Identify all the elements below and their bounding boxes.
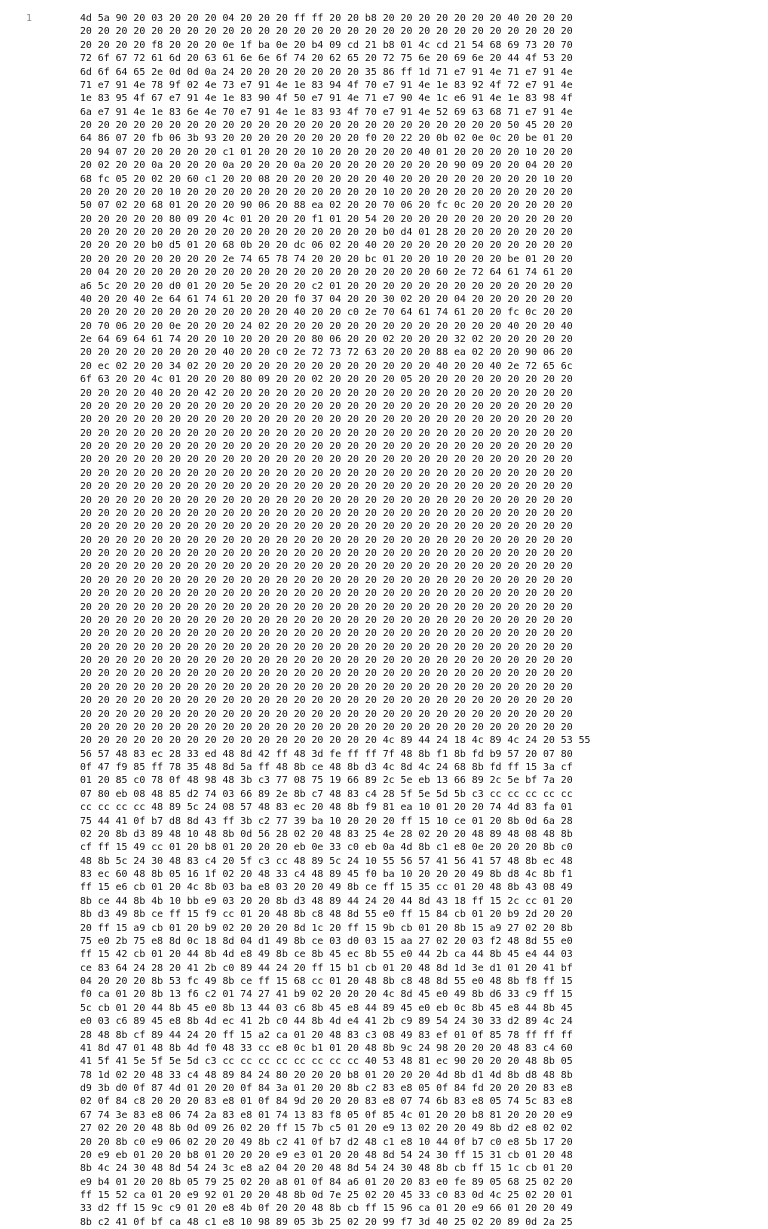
hex-text-area[interactable] — [80, 12, 760, 1228]
hex-line: ce 83 64 24 28 20 41 2b c0 89 44 24 20 ff 15 b1 cb 01 20 48 8d 1d 3e d1 01 20 41 bf — [80, 962, 573, 974]
hex-line: 41 8d 47 01 48 8b 4d f0 48 33 cc e8 0c b1 01 20 48 8b 9c 24 98 20 20 20 48 83 c4 60 — [80, 1042, 573, 1054]
hex-line: 20 20 20 20 20 20 20 20 20 20 20 20 20 20 20 20 20 20 20 20 20 20 20 20 20 20 20 20 — [80, 548, 573, 559]
hex-line: 75 e0 2b 75 e8 8d 0c 18 8d 04 d1 49 8b ce 03 d0 03 15 aa 27 02 20 03 f2 48 8d 55 e0 — [80, 935, 573, 947]
hex-line: 20 20 20 20 20 20 20 20 20 20 20 20 20 20 20 20 20 20 20 20 20 20 20 20 20 20 20 20 — [80, 588, 573, 600]
hex-line: 20 20 20 20 20 20 20 20 20 20 20 20 20 20 20 20 20 20 20 20 20 20 20 20 20 20 20 20 — [80, 721, 573, 733]
hex-line: e0 03 c6 89 45 e8 8b 4d ec 41 2b c0 44 8b 4d e4 41 2b c9 89 54 24 30 33 d2 89 4c 24 — [80, 1016, 573, 1028]
hex-line: 27 02 20 20 48 8b 0d 09 26 02 20 ff 15 7b c5 01 20 e9 13 02 20 20 49 8b d2 e8 02 02 — [80, 1123, 573, 1135]
hex-line: 40 20 20 40 2e 64 61 74 61 20 20 20 f0 37 04 20 20 30 02 20 20 04 20 20 20 20 20 20 — [80, 293, 573, 305]
hex-line: 20 ec 02 20 20 34 02 20 20 20 20 20 20 20 20 20 20 20 20 20 40 20 20 40 2e 72 65 6c — [80, 360, 573, 372]
hex-line: 20 20 20 20 20 20 20 20 20 20 20 20 20 20 20 20 20 20 20 20 20 20 20 20 20 20 20 20 — [80, 614, 573, 626]
hex-line: 20 20 20 20 20 20 20 20 20 20 20 20 20 20 20 20 20 20 20 20 20 20 20 20 20 20 20 20 — [80, 507, 573, 519]
hex-line: 68 fc 05 20 02 20 60 c1 20 20 08 20 20 20 20 20 20 40 20 20 20 20 20 20 20 20 10 20 — [80, 173, 573, 185]
hex-line: 20 20 20 20 20 20 20 20 20 20 20 20 20 20 20 20 20 4c 89 44 24 18 4c 89 4c 24 20 53 55 — [80, 735, 591, 747]
hex-line: ff 15 52 ca 01 20 e9 92 01 20 20 48 8b 0d 7e 25 02 20 45 33 c0 83 0d 4c 25 02 20 01 — [80, 1190, 573, 1201]
hex-line: 56 57 48 83 ec 28 33 ed 48 8d 42 ff 48 3d fe ff ff 7f 48 8b f1 8b fd b9 57 20 07 80 — [80, 748, 573, 760]
hex-line: 8b d3 49 8b ce ff 15 f9 cc 01 20 48 8b c8 48 8d 55 e0 ff 15 84 cb 01 20 b9 2d 20 20 — [80, 909, 573, 921]
hex-line: 28 48 8b cf 89 44 24 20 ff 15 a2 ca 01 20 48 83 c3 08 49 83 ef 01 0f 85 78 ff ff ff — [80, 1029, 573, 1041]
hex-line: a6 5c 20 20 20 d0 01 20 20 5e 20 20 20 c2 01 20 20 20 20 20 20 20 20 20 20 20 20 20 — [80, 280, 573, 292]
hex-line: 20 20 20 20 b0 d5 01 20 68 0b 20 20 dc 06 02 20 40 20 20 20 20 20 20 20 20 20 20 20 — [80, 240, 573, 252]
hex-line: 6d 6f 64 65 2e 0d 0d 0a 24 20 20 20 20 20 20 20 35 86 ff 1d 71 e7 91 4e 71 e7 91 4e — [80, 66, 573, 78]
line-gutter — [0, 0, 70, 1024]
hex-line: 50 07 02 20 68 01 20 20 20 90 06 20 88 ea 02 20 20 70 06 20 fc 0c 20 20 20 20 20 20 — [80, 200, 573, 212]
hex-line: cc cc cc cc 48 89 5c 24 08 57 48 83 ec 20 48 8b f9 81 ea 10 01 20 20 74 4d 83 fa 01 — [80, 802, 573, 814]
hex-line: 20 02 20 20 0a 20 20 20 0a 20 20 20 0a 20 20 20 20 20 20 20 20 90 09 20 20 04 20 20 — [80, 160, 573, 172]
hex-line: 20 20 20 20 20 20 20 20 20 20 20 20 20 20 20 20 20 20 20 20 20 20 20 20 20 20 20 20 — [80, 467, 573, 479]
hex-line: 8b 4c 24 30 48 8d 54 24 3c e8 a2 04 20 20 48 8d 54 24 30 48 8b cb ff 15 1c cb 01 20 — [80, 1163, 573, 1175]
hex-line: d9 3b d0 0f 87 4d 01 20 20 0f 84 3a 01 20 20 8b c2 83 e8 05 0f 84 fd 20 20 20 83 e8 — [80, 1083, 573, 1094]
hex-line: 0f 47 f9 85 ff 78 35 48 8d 5a ff 48 8b ce 48 8b d3 4c 8d 4c 24 68 8b fd ff 15 3a cf — [80, 762, 573, 773]
hex-line: 20 20 20 20 20 20 20 20 20 20 20 20 20 20 20 20 20 20 20 20 20 20 20 20 20 20 20 20 — [80, 441, 573, 452]
hex-line: 04 20 20 20 8b 53 fc 49 8b ce ff 15 68 cc 01 20 48 8b c8 48 8d 55 e0 48 8b f8 ff 15 — [80, 976, 573, 987]
hex-line: 48 8b 5c 24 30 48 83 c4 20 5f c3 cc 48 89 5c 24 10 55 56 57 41 56 41 57 48 8b ec 48 — [80, 855, 573, 867]
hex-line: 20 20 20 20 20 20 20 20 20 20 20 20 20 20 20 20 20 20 20 20 20 20 20 20 20 20 20 20 — [80, 668, 573, 680]
hex-line: 20 20 20 20 20 20 20 20 20 20 20 20 20 20 20 20 20 20 20 20 20 20 20 20 20 20 20 20 — [80, 655, 573, 666]
hex-line: 20 20 20 20 20 20 20 20 20 20 20 20 20 20 20 20 20 20 20 20 20 20 20 20 20 20 20 20 — [80, 521, 573, 533]
hex-line: 02 0f 84 c8 20 20 20 83 e8 01 0f 84 9d 20 20 20 83 e8 07 74 6b 83 e8 05 74 5c 83 e8 — [80, 1096, 573, 1108]
hex-line: 4d 5a 90 20 03 20 20 20 04 20 20 20 ff ff 20 20 b8 20 20 20 20 20 20 20 40 20 20 20 — [80, 13, 573, 24]
hex-line: 41 5f 41 5e 5f 5e 5d c3 cc cc cc cc cc cc cc cc 40 53 48 81 ec 90 20 20 20 48 8b 05 — [80, 1056, 573, 1068]
hex-line: 20 20 20 20 20 20 20 20 2e 74 65 78 74 20 20 20 bc 01 20 20 10 20 20 20 be 01 20 20 — [80, 253, 573, 265]
hex-line: 20 ff 15 a9 cb 01 20 b9 02 20 20 20 8d 1c 20 ff 15 9b cb 01 20 8b 15 a9 27 02 20 8b — [80, 922, 573, 934]
hex-line: 20 20 20 20 20 10 20 20 20 20 20 20 20 20 20 20 20 10 20 20 20 20 20 20 20 20 20 20 — [80, 186, 573, 198]
hex-line: ff 15 e6 cb 01 20 4c 8b 03 ba e8 03 20 20 49 8b ce ff 15 35 cc 01 20 48 8b 43 08 49 — [80, 882, 573, 894]
hex-line: 20 20 20 20 20 20 20 20 20 20 20 20 20 20 20 20 20 20 20 20 20 20 20 20 20 20 20 20 — [80, 628, 573, 640]
hex-line: 20 20 20 20 20 20 20 20 20 20 20 20 20 20 20 20 20 20 20 20 20 20 20 20 20 20 20 20 — [80, 481, 573, 493]
hex-line: 33 d2 ff 15 9c c9 01 20 e8 4b 0f 20 20 48 8b cb ff 15 96 ca 01 20 e9 66 01 20 20 49 — [80, 1203, 573, 1215]
hex-line: 20 20 20 20 20 20 20 20 20 20 20 20 20 20 20 20 20 b0 d4 01 28 20 20 20 20 20 20 20 — [80, 227, 573, 238]
hex-line: 5c cb 01 20 44 8b 45 e0 8b 13 44 03 c6 8b 45 e8 44 89 45 e0 eb 0c 8b 45 e8 44 8b 45 — [80, 1002, 573, 1014]
hex-line: 20 94 07 20 20 20 20 20 c1 01 20 20 20 10 20 20 20 20 20 40 01 20 20 20 20 10 20 20 — [80, 146, 573, 158]
hex-line: 20 20 20 20 20 20 20 20 20 20 20 20 20 20 20 20 20 20 20 20 20 20 20 20 20 20 20 20 — [80, 641, 573, 653]
hex-line: 1e 83 95 4f 67 e7 91 4e 1e 83 90 4f 50 e7 91 4e 71 e7 90 4e 1c e6 91 4e 1e 83 98 4f — [80, 93, 573, 105]
hex-line: 67 74 3e 83 e8 06 74 2a 83 e8 01 74 13 83 f8 05 0f 85 4c 01 20 20 b8 81 20 20 20 e9 — [80, 1109, 573, 1121]
hex-line: 72 6f 67 72 61 6d 20 63 61 6e 6e 6f 74 20 62 65 20 72 75 6e 20 69 6e 20 44 4f 53 20 — [80, 53, 573, 65]
hex-line: 20 20 20 20 20 20 20 20 20 20 20 20 20 20 20 20 20 20 20 20 20 20 20 20 50 45 20 20 — [80, 120, 573, 131]
hex-line: 20 20 20 20 20 20 20 20 20 20 20 20 20 20 20 20 20 20 20 20 20 20 20 20 20 20 20 20 — [80, 561, 573, 573]
hex-line: 20 20 20 20 20 20 20 20 20 20 20 20 20 20 20 20 20 20 20 20 20 20 20 20 20 20 20 20 — [80, 400, 573, 412]
hex-line: 20 20 20 20 20 20 20 20 20 20 20 20 20 20 20 20 20 20 20 20 20 20 20 20 20 20 20 20 — [80, 454, 573, 466]
hex-line: 2e 64 69 64 61 74 20 20 10 20 20 20 20 80 06 20 20 02 20 20 20 32 02 20 20 20 20 20 — [80, 334, 573, 345]
hex-line: 20 20 8b c0 e9 06 02 20 20 49 8b c2 41 0f b7 d2 48 c1 e8 10 44 0f b7 c0 e8 5b 17 20 — [80, 1136, 573, 1148]
hex-line: 6a e7 91 4e 1e 83 6e 4e 70 e7 91 4e 1e 83 93 4f 70 e7 91 4e 52 69 63 68 71 e7 91 4e — [80, 106, 573, 118]
hex-line: 20 04 20 20 20 20 20 20 20 20 20 20 20 20 20 20 20 20 20 20 60 2e 72 64 61 74 61 20 — [80, 267, 573, 279]
hex-line: 20 20 20 20 20 20 20 20 20 20 20 20 20 20 20 20 20 20 20 20 20 20 20 20 20 20 20 20 — [80, 414, 573, 426]
hex-line: 8b ce 44 8b 4b 10 bb e9 03 20 20 8b d3 48 89 44 24 20 44 8d 43 18 ff 15 2c cc 01 20 — [80, 895, 573, 907]
hex-line: 20 20 20 20 f8 20 20 20 0e 1f ba 0e 20 b4 09 cd 21 b8 01 4c cd 21 54 68 69 73 20 70 — [80, 39, 573, 51]
hex-line: 20 20 20 20 20 20 20 20 20 20 20 20 20 20 20 20 20 20 20 20 20 20 20 20 20 20 20 20 — [80, 695, 573, 707]
hex-line: 8b c2 41 0f bf ca 48 c1 e8 10 98 89 05 3b 25 02 20 99 f7 3d 40 25 02 20 89 0d 2a 25 — [80, 1216, 573, 1228]
hex-line: 20 20 20 20 20 20 20 20 20 20 20 20 20 20 20 20 20 20 20 20 20 20 20 20 20 20 20 20 — [80, 26, 573, 38]
hex-line: 20 20 20 20 20 80 09 20 4c 01 20 20 20 f1 01 20 54 20 20 20 20 20 20 20 20 20 20 20 — [80, 213, 573, 225]
hex-line: 20 20 20 20 20 20 20 20 20 20 20 20 20 20 20 20 20 20 20 20 20 20 20 20 20 20 20 20 — [80, 574, 573, 586]
hex-line: 20 e9 eb 01 20 20 b8 01 20 20 20 e9 e3 01 20 20 48 8d 54 24 30 ff 15 31 cb 01 20 48 — [80, 1149, 573, 1161]
hex-line: 64 86 07 20 fb 06 3b 93 20 20 20 20 20 20 20 20 f0 20 22 20 0b 02 0e 0c 20 be 01 20 — [80, 133, 573, 145]
line-number: 1 — [25, 13, 32, 24]
hex-line: 75 44 41 0f b7 d8 8d 43 ff 3b c2 77 39 ba 10 20 20 20 ff 15 10 ce 01 20 8b 0d 6a 28 — [80, 815, 573, 827]
hex-line: f0 ca 01 20 8b 13 f6 c2 01 74 27 41 b9 02 20 20 20 4c 8d 45 e0 49 8b d6 33 c9 ff 15 — [80, 989, 573, 1001]
hex-line: cf ff 15 49 cc 01 20 b8 01 20 20 20 eb 0e 33 c0 eb 0a 4d 8b c1 e8 0e 20 20 20 8b c0 — [80, 842, 573, 854]
hex-line: 20 20 20 20 20 20 20 20 20 20 20 20 20 20 20 20 20 20 20 20 20 20 20 20 20 20 20 20 — [80, 494, 573, 506]
hex-line: 07 80 eb 08 48 85 d2 74 03 66 89 2e 8b c7 48 83 c4 28 5f 5e 5d 5b c3 cc cc cc cc cc — [80, 788, 573, 800]
hex-line: 20 20 20 20 20 20 20 20 20 20 20 20 20 20 20 20 20 20 20 20 20 20 20 20 20 20 20 20 — [80, 681, 573, 693]
hex-line: 20 20 20 20 20 20 20 20 40 20 20 c0 2e 72 73 72 63 20 20 20 88 ea 02 20 20 90 06 20 — [80, 347, 573, 359]
hex-line: 20 20 20 20 20 20 20 20 20 20 20 20 20 20 20 20 20 20 20 20 20 20 20 20 20 20 20 20 — [80, 427, 573, 439]
hex-line: 01 20 85 c0 78 0f 48 98 48 3b c3 77 08 75 19 66 89 2c 5e eb 13 66 89 2c 5e bf 7a 20 — [80, 775, 573, 787]
hex-line: 83 ec 60 48 8b 05 16 1f 02 20 48 33 c4 48 89 45 f0 ba 10 20 20 20 49 8b d8 4c 8b f1 — [80, 869, 573, 880]
hex-line: e9 b4 01 20 20 8b 05 79 25 02 20 a8 01 0f 84 a6 01 20 20 83 e0 fe 89 05 68 25 02 20 — [80, 1176, 573, 1188]
hex-line: 6f 63 20 20 4c 01 20 20 20 80 09 20 20 02 20 20 20 20 05 20 20 20 20 20 20 20 20 20 — [80, 374, 573, 386]
hex-line: 20 20 20 20 20 20 20 20 20 20 20 20 20 20 20 20 20 20 20 20 20 20 20 20 20 20 20 20 — [80, 601, 573, 613]
hex-line: 20 20 20 20 20 20 20 20 20 20 20 20 40 20 20 c0 2e 70 64 61 74 61 20 20 fc 0c 20 20 — [80, 307, 573, 319]
hex-line: 20 20 20 20 40 20 20 42 20 20 20 20 20 20 20 20 20 20 20 20 20 20 20 20 20 20 20 20 — [80, 387, 573, 399]
hex-line: 20 20 20 20 20 20 20 20 20 20 20 20 20 20 20 20 20 20 20 20 20 20 20 20 20 20 20 20 — [80, 708, 573, 720]
hex-line: 02 20 8b d3 89 48 10 48 8b 0d 56 28 02 20 48 83 25 4e 28 02 20 20 48 89 48 08 48 8b — [80, 828, 573, 840]
hex-line: ff 15 42 cb 01 20 44 8b 4d e8 49 8b ce 8b 45 ec 8b 55 e0 44 2b ca 44 8b 45 e4 44 03 — [80, 949, 573, 961]
hex-line: 78 1d 02 20 48 33 c4 48 89 84 24 80 20 20 20 b8 01 20 20 20 4d 8b d1 4d 8b d8 48 8b — [80, 1069, 573, 1081]
hex-line: 71 e7 91 4e 78 9f 02 4e 73 e7 91 4e 1e 83 94 4f 70 e7 91 4e 1e 83 92 4f 72 e7 91 4e — [80, 79, 573, 91]
hex-line: 20 20 20 20 20 20 20 20 20 20 20 20 20 20 20 20 20 20 20 20 20 20 20 20 20 20 20 20 — [80, 534, 573, 546]
hex-line: 20 70 06 20 20 0e 20 20 20 24 02 20 20 20 20 20 20 20 20 20 20 20 20 20 40 20 20 40 — [80, 320, 573, 332]
